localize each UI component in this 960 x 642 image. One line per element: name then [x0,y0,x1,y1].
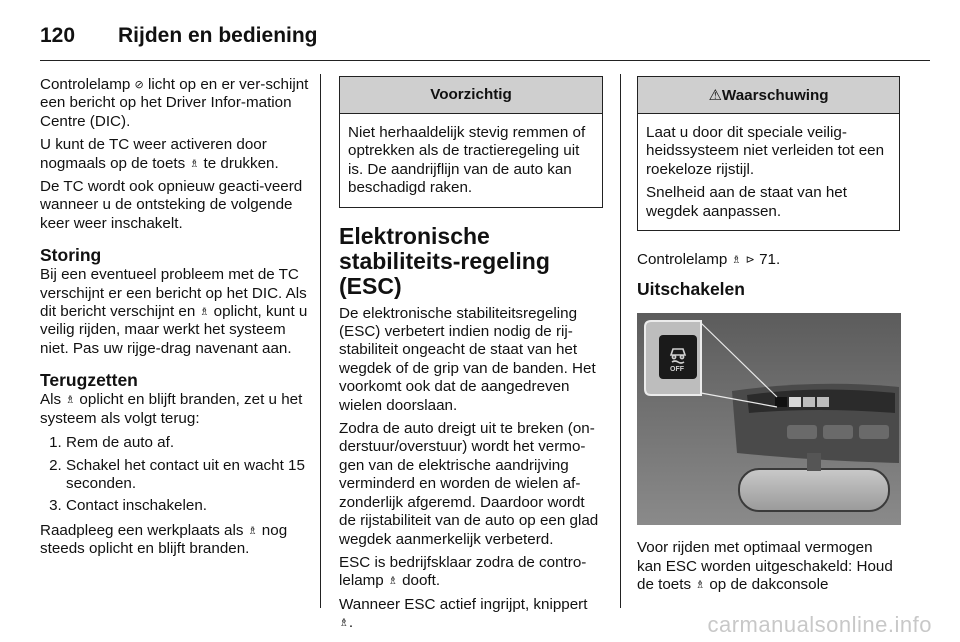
column-3 [637,76,900,600]
paragraph-esc-blink: Wanneer ESC actief ingrijpt, knippert ♗. [339,595,588,632]
paragraph-esc-intro: De elektronische stabiliteitsregeling (ESC) verbetert indien nodig de rij-stabiliteit ongeacht de staat van het wegdek of de grip van de banden. Het voorkomt ook dat de aangedreven wielen doorslaan. [339,304,596,414]
paragraph-esc-ready: ESC is bedrijfsklaar zodra de contro-lelamp ♗ dooft. [339,553,587,590]
heading-esc: Elektronische stabiliteits-regeling (ESC) [339,222,550,299]
page-header [40,18,318,54]
warning-text-2: Snelheid aan de staat van het wegdek aanpassen. [646,184,847,220]
heading-uitschakelen: Uitschakelen [637,279,745,300]
paragraph-storing: Bij een eventueel probleem met de TC verschijnt er een bericht op het DIC. Als dit bericht verschijnt en ♗ oplicht, kunt u veilig rijden, maar werkt het systeem niet. Pas uw rijge-drag navenant aan. [40,266,308,357]
warning-text-1: Laat u door dit speciale veilig-heidssysteem niet verleiden tot een roekeloze rijstijl. [646,124,885,178]
paragraph-terugzetten: Als ♗ oplicht en blijft branden, zet u het systeem als volgt terug: [40,391,303,427]
esc-off-label: OFF [670,366,684,374]
esc-icon: ♗ [731,253,742,267]
esc-icon: ♗ [339,616,349,630]
list-item: 2. Schakel het contact uit en wacht 15 seconden. [66,457,310,494]
page-number: 120 [40,24,76,47]
watermark: carmanualsonline.info [707,612,932,637]
warning-title: ⚠Waarschuwing [638,77,899,114]
reset-steps-list [40,434,310,516]
esc-icon: ♗ [189,156,200,170]
list-item: 3. Contact inschakelen. [66,497,310,515]
reference-arrow-icon: ⊳ [745,253,755,267]
column-1 [40,76,310,564]
paragraph-tc-ignition: De TC wordt ook opnieuw geacti-veerd wanneer u de ontsteking de volgende keer weer inschakelt. [40,178,303,232]
column-divider-2 [620,74,621,608]
tc-off-icon: ⊘ [134,78,144,91]
section-title: Rijden en bediening [118,24,318,47]
caution-box [339,76,603,208]
esc-icon: ♗ [695,578,706,592]
column-2 [339,76,603,638]
warning-icon: ⚠ [708,86,722,104]
esc-icon: ♗ [247,523,258,537]
esc-icon: ♗ [387,574,398,588]
heading-storing: Storing [40,245,102,266]
warning-box [637,76,900,231]
paragraph-tc-lamp: Controlelamp ⊘ licht op en er ver-schijnt een bericht op het Driver Infor-mation Centre (DIC). [40,76,309,130]
caution-text: Niet herhaaldelijk stevig remmen of optrekken als de tractieregeling uit is. De aandrijflijn van de auto kan beschadigd raken. [348,124,586,197]
esc-icon: ♗ [199,305,210,319]
heading-terugzetten: Terugzetten [40,370,138,391]
paragraph-raadpleeg: Raadpleeg een werkplaats als ♗ nog steeds oplicht en blijft branden. [40,521,288,558]
paragraph-ctrl-lamp: Controlelamp ♗ ⊳ 71. [637,251,781,269]
roof-console-illustration [637,313,901,525]
header-divider [40,60,930,61]
paragraph-tc-reactivate: U kunt de TC weer activeren door nogmaals op de toets ♗ te drukken. [40,136,279,172]
paragraph-esc-action: Zodra de auto dreigt uit te breken (on-derstuur/overstuur) wordt het vermo-gen van de elektrische aandrijving verminderd en worden de wielen af-zonderlijk afgeremd. Daardoor wordt de rijstabiliteit van de auto op een glad wegdek aanmerkelijk verbeterd. [339,420,599,548]
paragraph-uitschakelen: Voor rijden met optimaal vermogen kan ESC worden uitgeschakeld: Houd de toets ♗ op de dakconsole [637,539,893,594]
caution-title: Voorzichtig [340,77,602,114]
esc-icon: ♗ [65,393,76,407]
column-divider-1 [320,74,321,608]
list-item: 1. Rem de auto af. [66,434,310,452]
